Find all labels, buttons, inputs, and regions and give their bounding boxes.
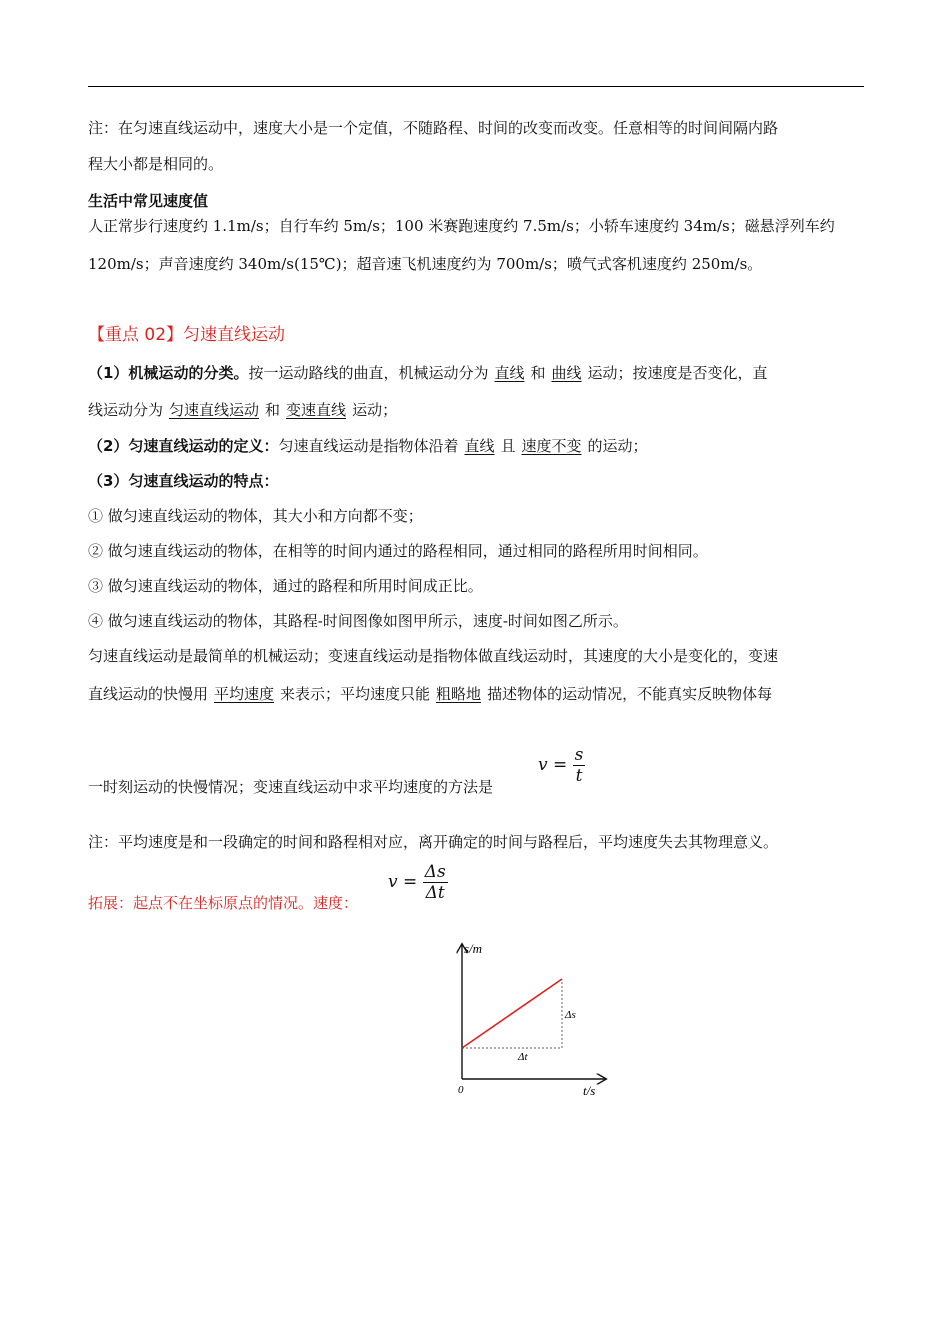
p1-text-5: 和 xyxy=(265,401,281,419)
p4-blank-1: 平均速度 xyxy=(214,685,275,703)
formula-fraction xyxy=(573,745,586,786)
note-line-1: 注：在匀速直线运动中，速度大小是一个定值，不随路程、时间的改变而改变。任意相等的时间间隔内路 xyxy=(88,119,779,137)
formula-fraction xyxy=(423,862,448,903)
p4-text-1: 直线运动的快慢用 xyxy=(88,685,209,703)
p1-blank-2: 曲线 xyxy=(551,364,582,382)
p1-text-4: 线运动分为 xyxy=(88,401,164,419)
p4-line-1: 匀速直线运动是最简单的机械运动；变速直线运动是指物体做直线运动时，其速度的大小是变化的，变速 xyxy=(88,647,779,665)
p2-text-1: 匀速直线运动是指物体沿着 xyxy=(278,437,459,455)
p2-text-2: 且 xyxy=(500,437,516,455)
common-speeds-line-2: 120m/s；声音速度约 340m/s(15℃)；超音速飞机速度约为 700m/s；喷气式客机速度约 250m/s。 xyxy=(88,255,763,273)
p4-line-2 xyxy=(88,684,772,704)
note-line-2: 程大小都是相同的。 xyxy=(88,155,224,173)
feature-item: ① 做匀速直线运动的物体，其大小和方向都不变； xyxy=(88,507,423,525)
p1-label: （1）机械运动的分类。 xyxy=(88,364,249,382)
formula-lhs: v = xyxy=(538,755,568,775)
feature-item: ③ 做匀速直线运动的物体，通过的路程和所用时间成正比。 xyxy=(88,577,483,595)
p1-text-2: 和 xyxy=(530,364,546,382)
x-axis-label: t/s xyxy=(583,1083,596,1098)
section-heading: 【重点 02】匀速直线运动 xyxy=(88,325,286,345)
p1-text-3: 运动；按速度是否变化，直 xyxy=(587,364,768,382)
p2-blank-1: 直线 xyxy=(464,437,495,455)
note-2: 注：平均速度是和一段确定的时间和路程相对应，离开确定的时间与路程后，平均速度失去其物理意义。 xyxy=(88,833,779,851)
y-axis-label: s/m xyxy=(464,941,483,956)
formula-lhs: v = xyxy=(388,872,418,892)
p2-blank-2: 速度不变 xyxy=(521,437,582,455)
formula-numerator: Δs xyxy=(424,862,446,882)
p2-text-3: 的运动； xyxy=(587,437,648,455)
motion-line xyxy=(462,979,562,1048)
p4-text-3: 描述物体的运动情况，不能真实反映物体每 xyxy=(487,685,773,703)
p4-line-3: 一时刻运动的快慢情况；变速直线运动中求平均速度的方法是 xyxy=(88,778,494,796)
distance-time-graph xyxy=(440,935,620,1105)
header-rule xyxy=(88,86,864,87)
p2-label: （2）匀速直线运动的定义： xyxy=(88,437,279,455)
p1-blank-1: 直线 xyxy=(494,364,525,382)
common-speeds-title: 生活中常见速度值 xyxy=(88,192,209,210)
formula-denominator: t xyxy=(575,766,583,786)
delta-t-label: Δt xyxy=(518,1051,528,1063)
common-speeds-line-1: 人正常步行速度约 1.1m/s；自行车约 5m/s；100 米赛跑速度约 7.5m/s；小轿车速度约 34m/s；磁悬浮列车约 xyxy=(88,217,835,235)
feature-item: ④ 做匀速直线运动的物体，其路程-时间图像如图甲所示，速度-时间如图乙所示。 xyxy=(88,612,628,630)
delta-s-label: Δs xyxy=(565,1009,576,1021)
p3-label: （3）匀速直线运动的特点： xyxy=(88,472,279,490)
formula-denominator: Δt xyxy=(425,883,445,903)
extension-formula xyxy=(388,862,448,903)
p1-text-1: 按一运动路线的曲直，机械运动分为 xyxy=(248,364,489,382)
p1-line-1 xyxy=(88,363,768,383)
p1-blank-3: 匀速直线运动 xyxy=(169,401,260,419)
p2-line xyxy=(88,436,648,456)
p4-blank-2: 粗略地 xyxy=(436,685,482,703)
origin-label: 0 xyxy=(458,1084,464,1096)
p4-text-2: 来表示；平均速度只能 xyxy=(280,685,431,703)
p1-text-6: 运动； xyxy=(352,401,398,419)
formula-numerator: s xyxy=(574,745,584,765)
p1-line-2 xyxy=(88,400,397,420)
feature-item: ② 做匀速直线运动的物体，在相等的时间内通过的路程相同，通过相同的路程所用时间相同。 xyxy=(88,542,708,560)
p1-blank-4: 变速直线 xyxy=(286,401,347,419)
extension-text: 拓展：起点不在坐标原点的情况。速度： xyxy=(88,894,359,912)
average-speed-formula xyxy=(538,745,585,786)
